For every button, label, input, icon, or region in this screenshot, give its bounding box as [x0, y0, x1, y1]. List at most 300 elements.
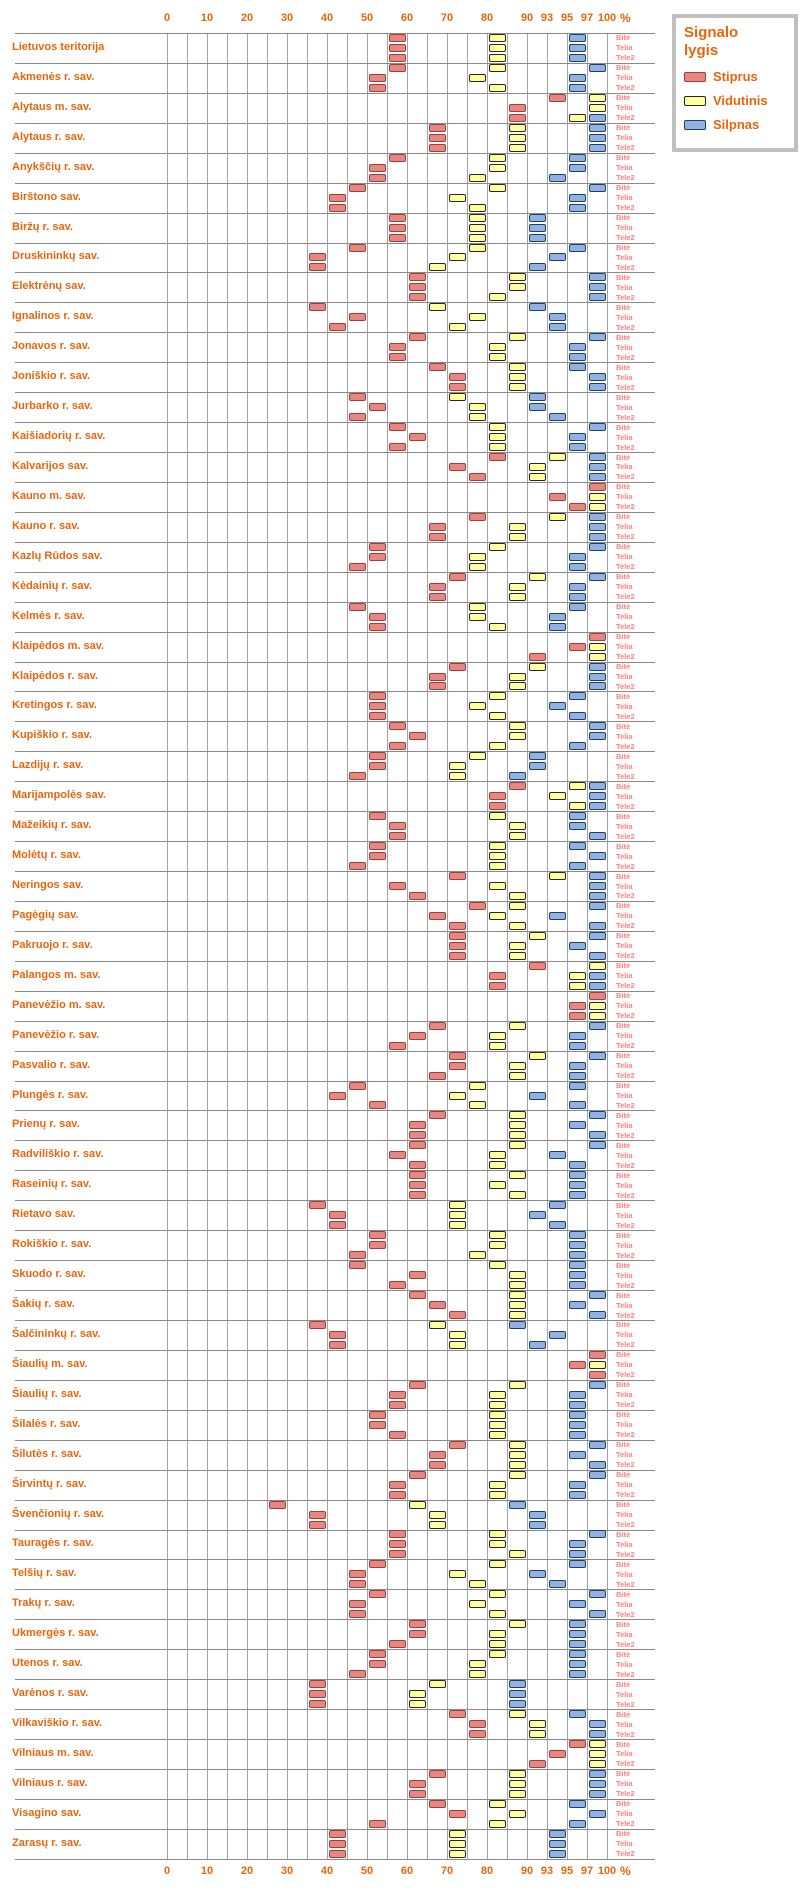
marker-silpnas	[589, 513, 606, 521]
marker-vidutinis	[549, 792, 566, 800]
gridline	[167, 33, 168, 1859]
marker-silpnas	[569, 244, 586, 252]
marker-silpnas	[549, 174, 566, 182]
operator-label: Bitė	[616, 1350, 631, 1360]
marker-silpnas	[589, 184, 606, 192]
axis-tick-label: 60	[400, 1864, 414, 1877]
operator-label: Bitė	[616, 1559, 631, 1569]
gridline	[187, 33, 188, 1859]
marker-silpnas	[589, 1311, 606, 1319]
marker-vidutinis	[489, 842, 506, 850]
operator-label: Telia	[616, 1749, 633, 1759]
gridline	[287, 33, 288, 1859]
marker-vidutinis	[509, 1780, 526, 1788]
marker-vidutinis	[469, 553, 486, 561]
operator-label: Telia	[616, 1659, 633, 1669]
marker-stiprus	[389, 64, 406, 72]
marker-stiprus	[469, 902, 486, 910]
operator-label: Telia	[616, 1420, 633, 1430]
gridline	[367, 33, 368, 1859]
marker-vidutinis	[509, 1121, 526, 1129]
marker-stiprus	[569, 1012, 586, 1020]
marker-stiprus	[389, 1540, 406, 1548]
gridline	[467, 33, 468, 1859]
marker-vidutinis	[449, 1840, 466, 1848]
marker-silpnas	[549, 313, 566, 321]
marker-stiprus	[389, 44, 406, 52]
municipality-label: Rietavo sav.	[12, 1208, 76, 1221]
marker-vidutinis	[469, 1580, 486, 1588]
marker-stiprus	[369, 1421, 386, 1429]
marker-silpnas	[569, 1411, 586, 1419]
marker-vidutinis	[509, 134, 526, 142]
operator-label: Tele2	[616, 292, 635, 302]
operator-label: Tele2	[616, 1490, 635, 1500]
block-separator	[15, 243, 655, 244]
marker-vidutinis	[509, 1381, 526, 1389]
marker-silpnas	[569, 1391, 586, 1399]
municipality-label: Anykščių r. sav.	[12, 160, 95, 173]
marker-stiprus	[569, 1361, 586, 1369]
operator-label: Tele2	[616, 502, 635, 512]
marker-vidutinis	[589, 653, 606, 661]
marker-vidutinis	[449, 1341, 466, 1349]
marker-stiprus	[369, 1411, 386, 1419]
marker-silpnas	[589, 673, 606, 681]
municipality-label: Vilniaus m. sav.	[12, 1746, 94, 1759]
operator-label: Tele2	[616, 352, 635, 362]
legend-item-silpnas	[684, 117, 786, 132]
block-separator	[15, 1799, 655, 1800]
marker-silpnas	[589, 852, 606, 860]
marker-silpnas	[529, 762, 546, 770]
marker-silpnas	[569, 1181, 586, 1189]
block-separator	[15, 542, 655, 543]
marker-silpnas	[569, 194, 586, 202]
marker-vidutinis	[509, 283, 526, 291]
municipality-label: Elektrėnų sav.	[12, 280, 86, 293]
axis-unit-label: %	[620, 11, 631, 25]
gridline	[207, 33, 208, 1859]
marker-silpnas	[509, 1680, 526, 1688]
operator-label: Telia	[616, 1839, 633, 1849]
marker-silpnas	[569, 1660, 586, 1668]
marker-vidutinis	[529, 1720, 546, 1728]
block-separator	[15, 572, 655, 573]
marker-silpnas	[589, 273, 606, 281]
municipality-label: Kėdainių r. sav.	[12, 579, 92, 592]
marker-vidutinis	[429, 1521, 446, 1529]
operator-label: Bitė	[616, 1529, 631, 1539]
operator-label: Tele2	[616, 622, 635, 632]
block-separator	[15, 781, 655, 782]
marker-silpnas	[529, 403, 546, 411]
axis-tick-label: 0	[163, 12, 171, 24]
marker-vidutinis	[569, 114, 586, 122]
marker-stiprus	[349, 1570, 366, 1578]
marker-vidutinis	[569, 982, 586, 990]
operator-label: Telia	[616, 1719, 633, 1729]
operator-label: Telia	[616, 252, 633, 262]
gridline	[567, 33, 568, 1859]
municipality-label: Telšių r. sav.	[12, 1567, 77, 1580]
operator-label: Telia	[616, 73, 633, 83]
block-separator	[15, 213, 655, 214]
marker-stiprus	[309, 303, 326, 311]
marker-vidutinis	[489, 1820, 506, 1828]
marker-stiprus	[369, 1820, 386, 1828]
operator-label: Tele2	[616, 1759, 635, 1769]
marker-vidutinis	[489, 742, 506, 750]
marker-stiprus	[429, 1461, 446, 1469]
operator-label: Bitė	[616, 1110, 631, 1120]
axis-tick-label: 20	[240, 12, 254, 24]
marker-silpnas	[589, 952, 606, 960]
operator-label: Tele2	[616, 1430, 635, 1440]
marker-silpnas	[589, 1291, 606, 1299]
block-separator	[15, 991, 655, 992]
marker-stiprus	[449, 463, 466, 471]
block-separator	[15, 721, 655, 722]
marker-silpnas	[569, 712, 586, 720]
marker-stiprus	[369, 84, 386, 92]
marker-silpnas	[569, 363, 586, 371]
operator-label: Tele2	[616, 382, 635, 392]
marker-silpnas	[569, 74, 586, 82]
operator-label: Tele2	[616, 562, 635, 572]
marker-stiprus	[409, 1471, 426, 1479]
marker-vidutinis	[429, 1321, 446, 1329]
marker-silpnas	[569, 353, 586, 361]
marker-vidutinis	[509, 1461, 526, 1469]
marker-silpnas	[569, 1620, 586, 1628]
marker-silpnas	[569, 154, 586, 162]
marker-vidutinis	[489, 1481, 506, 1489]
marker-stiprus	[409, 1780, 426, 1788]
marker-silpnas	[549, 1840, 566, 1848]
operator-label: Telia	[616, 462, 633, 472]
marker-silpnas	[569, 1251, 586, 1259]
axis-tick-label: 97	[580, 12, 594, 24]
marker-stiprus	[429, 1111, 446, 1119]
operator-label: Bitė	[616, 93, 631, 103]
marker-vidutinis	[489, 1401, 506, 1409]
operator-label: Tele2	[616, 1190, 635, 1200]
marker-silpnas	[589, 922, 606, 930]
marker-silpnas	[529, 263, 546, 271]
marker-vidutinis	[449, 1850, 466, 1858]
operator-label: Bitė	[616, 1679, 631, 1689]
marker-stiprus	[349, 563, 366, 571]
marker-stiprus	[429, 1022, 446, 1030]
operator-label: Telia	[616, 372, 633, 382]
marker-stiprus	[429, 673, 446, 681]
marker-silpnas	[569, 1062, 586, 1070]
marker-vidutinis	[489, 64, 506, 72]
operator-label: Bitė	[616, 602, 631, 612]
marker-stiprus	[409, 1630, 426, 1638]
marker-silpnas	[569, 862, 586, 870]
marker-vidutinis	[489, 154, 506, 162]
marker-vidutinis	[549, 513, 566, 521]
operator-label: Tele2	[616, 1520, 635, 1529]
municipality-label: Kauno m. sav.	[12, 489, 86, 502]
marker-stiprus	[449, 663, 466, 671]
marker-stiprus	[389, 353, 406, 361]
marker-stiprus	[589, 633, 606, 641]
marker-vidutinis	[509, 1291, 526, 1299]
operator-label: Telia	[616, 1480, 633, 1490]
operator-label: Tele2	[616, 1280, 635, 1290]
marker-stiprus	[369, 1241, 386, 1249]
marker-stiprus	[329, 1092, 346, 1100]
marker-stiprus	[309, 253, 326, 261]
marker-silpnas	[569, 603, 586, 611]
operator-label: Tele2	[616, 53, 635, 63]
marker-stiprus	[309, 1511, 326, 1519]
municipality-label: Prienų r. sav.	[12, 1118, 80, 1131]
marker-stiprus	[389, 154, 406, 162]
marker-stiprus	[409, 273, 426, 281]
marker-stiprus	[449, 922, 466, 930]
marker-stiprus	[409, 1171, 426, 1179]
marker-silpnas	[569, 433, 586, 441]
municipality-label: Pakruojo r. sav.	[12, 938, 93, 951]
marker-vidutinis	[489, 623, 506, 631]
marker-vidutinis	[489, 882, 506, 890]
marker-vidutinis	[489, 1650, 506, 1658]
operator-label: Telia	[616, 43, 633, 53]
marker-vidutinis	[489, 862, 506, 870]
marker-silpnas	[569, 1550, 586, 1558]
marker-stiprus	[329, 323, 346, 331]
municipality-label: Vilniaus r. sav.	[12, 1776, 88, 1789]
marker-stiprus	[429, 1451, 446, 1459]
marker-vidutinis	[489, 443, 506, 451]
marker-stiprus	[369, 702, 386, 710]
marker-vidutinis	[489, 1630, 506, 1638]
marker-stiprus	[389, 1640, 406, 1648]
marker-stiprus	[389, 443, 406, 451]
marker-stiprus	[349, 1251, 366, 1259]
operator-label: Telia	[616, 1360, 633, 1370]
marker-vidutinis	[569, 972, 586, 980]
marker-stiprus	[409, 1191, 426, 1199]
operator-label: Bitė	[616, 1709, 631, 1719]
operator-label: Telia	[616, 1450, 633, 1460]
marker-vidutinis	[509, 942, 526, 950]
marker-stiprus	[369, 812, 386, 820]
marker-silpnas	[589, 463, 606, 471]
operator-label: Telia	[616, 223, 633, 233]
marker-vidutinis	[489, 423, 506, 431]
marker-stiprus	[409, 1291, 426, 1299]
marker-silpnas	[589, 333, 606, 341]
operator-label: Bitė	[616, 811, 631, 821]
operator-label: Tele2	[616, 1729, 635, 1739]
municipality-label: Lietuvos teritorija	[12, 40, 105, 53]
silpnas-swatch-icon	[684, 120, 706, 130]
operator-label: Bitė	[616, 213, 631, 223]
marker-silpnas	[569, 942, 586, 950]
marker-vidutinis	[469, 204, 486, 212]
operator-label: Bitė	[616, 153, 631, 163]
gridline	[347, 33, 348, 1859]
marker-stiprus	[489, 802, 506, 810]
marker-vidutinis	[529, 473, 546, 481]
operator-label: Bitė	[616, 1440, 631, 1450]
block-separator	[15, 1769, 655, 1770]
marker-vidutinis	[509, 124, 526, 132]
marker-stiprus	[389, 1401, 406, 1409]
marker-silpnas	[549, 413, 566, 421]
marker-silpnas	[589, 1381, 606, 1389]
marker-stiprus	[309, 1321, 326, 1329]
marker-stiprus	[389, 882, 406, 890]
marker-vidutinis	[489, 54, 506, 62]
axis-tick-label: 10	[200, 12, 214, 24]
marker-vidutinis	[489, 1431, 506, 1439]
marker-stiprus	[429, 912, 446, 920]
marker-vidutinis	[509, 722, 526, 730]
operator-label: Bitė	[616, 332, 631, 342]
block-separator	[15, 1140, 655, 1141]
axis-tick-label: 90	[520, 1864, 534, 1877]
marker-silpnas	[569, 1650, 586, 1658]
block-separator	[15, 1470, 655, 1471]
marker-silpnas	[589, 1131, 606, 1139]
operator-label: Tele2	[616, 1100, 635, 1110]
marker-stiprus	[429, 682, 446, 690]
marker-stiprus	[389, 34, 406, 42]
operator-label: Telia	[616, 402, 633, 412]
marker-stiprus	[389, 54, 406, 62]
axis-tick-label: 60	[400, 12, 414, 24]
municipality-label: Kalvarijos sav.	[12, 459, 89, 472]
marker-vidutinis	[589, 104, 606, 112]
marker-stiprus	[469, 1720, 486, 1728]
marker-silpnas	[589, 64, 606, 72]
operator-label: Bitė	[616, 33, 631, 43]
operator-label: Bitė	[616, 272, 631, 282]
municipality-label: Šiaulių r. sav.	[12, 1387, 82, 1400]
marker-silpnas	[589, 124, 606, 132]
marker-vidutinis	[469, 1670, 486, 1678]
axis-tick-label: 100	[597, 12, 617, 24]
operator-label: Telia	[616, 1629, 633, 1639]
marker-vidutinis	[509, 523, 526, 531]
operator-label: Telia	[616, 552, 633, 562]
marker-stiprus	[369, 164, 386, 172]
municipality-label: Zarasų r. sav.	[12, 1836, 82, 1849]
municipality-label: Druskininkų sav.	[12, 250, 100, 263]
marker-stiprus	[429, 1770, 446, 1778]
marker-stiprus	[309, 1700, 326, 1708]
operator-label: Telia	[616, 821, 633, 831]
municipality-label: Širvintų r. sav.	[12, 1477, 87, 1490]
marker-stiprus	[329, 1850, 346, 1858]
marker-silpnas	[569, 1630, 586, 1638]
municipality-label: Rokiškio r. sav.	[12, 1238, 92, 1251]
legend-item-label: Vidutinis	[713, 93, 768, 108]
operator-label: Bitė	[616, 1290, 631, 1300]
marker-silpnas	[569, 1032, 586, 1040]
marker-vidutinis	[589, 94, 606, 102]
operator-label: Tele2	[616, 1669, 635, 1679]
marker-silpnas	[589, 1730, 606, 1738]
municipality-label: Akmenės r. sav.	[12, 70, 95, 83]
marker-vidutinis	[489, 1560, 506, 1568]
marker-stiprus	[349, 1261, 366, 1269]
marker-vidutinis	[469, 752, 486, 760]
block-separator	[15, 901, 655, 902]
marker-vidutinis	[509, 1451, 526, 1459]
operator-label: Bitė	[616, 931, 631, 941]
block-separator	[15, 632, 655, 633]
marker-silpnas	[589, 1141, 606, 1149]
marker-vidutinis	[509, 822, 526, 830]
marker-vidutinis	[469, 403, 486, 411]
block-separator	[15, 123, 655, 124]
marker-vidutinis	[469, 1660, 486, 1668]
block-separator	[15, 961, 655, 962]
marker-silpnas	[569, 1261, 586, 1269]
marker-stiprus	[429, 1800, 446, 1808]
marker-vidutinis	[509, 1620, 526, 1628]
marker-vidutinis	[529, 1052, 546, 1060]
operator-label: Telia	[616, 1091, 633, 1100]
marker-vidutinis	[449, 1570, 466, 1578]
marker-stiprus	[489, 982, 506, 990]
municipality-label: Klaipėdos m. sav.	[12, 639, 105, 652]
marker-vidutinis	[509, 533, 526, 541]
marker-stiprus	[389, 343, 406, 351]
marker-vidutinis	[449, 393, 466, 401]
marker-vidutinis	[469, 74, 486, 82]
operator-label: Telia	[616, 1180, 633, 1190]
block-separator	[15, 33, 655, 34]
operator-label: Tele2	[616, 1011, 635, 1021]
municipality-label: Varėnos r. sav.	[12, 1687, 89, 1700]
marker-vidutinis	[509, 1471, 526, 1479]
marker-vidutinis	[569, 802, 586, 810]
marker-vidutinis	[429, 263, 446, 271]
marker-vidutinis	[509, 682, 526, 690]
marker-vidutinis	[429, 1680, 446, 1688]
marker-silpnas	[549, 613, 566, 621]
marker-silpnas	[589, 982, 606, 990]
municipality-label: Šilalės r. sav.	[12, 1417, 81, 1430]
marker-vidutinis	[589, 1361, 606, 1369]
operator-label: Bitė	[616, 482, 631, 492]
marker-silpnas	[589, 1780, 606, 1788]
marker-silpnas	[569, 343, 586, 351]
axis-tick-label: 10	[200, 1864, 214, 1877]
operator-label: Telia	[616, 163, 633, 173]
municipality-label: Marijampolės sav.	[12, 789, 106, 802]
marker-silpnas	[589, 1770, 606, 1778]
municipality-label: Visagino sav.	[12, 1806, 82, 1819]
marker-silpnas	[569, 1491, 586, 1499]
municipality-label: Pasvalio r. sav.	[12, 1058, 91, 1071]
marker-stiprus	[309, 1680, 326, 1688]
marker-silpnas	[569, 1600, 586, 1608]
marker-stiprus	[489, 972, 506, 980]
block-separator	[15, 1350, 655, 1351]
marker-silpnas	[569, 1171, 586, 1179]
operator-label: Bitė	[616, 63, 631, 73]
axis-tick-label: 70	[440, 12, 454, 24]
